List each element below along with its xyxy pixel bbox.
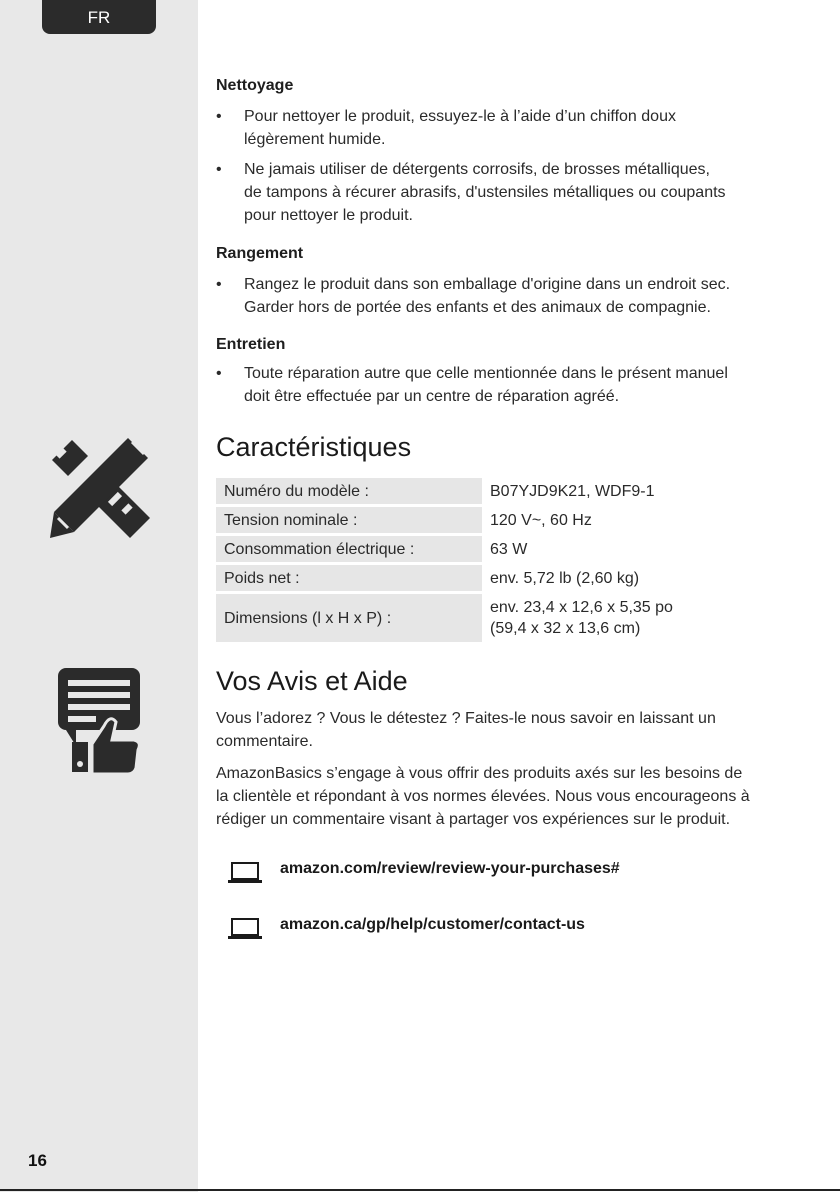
spec-value: 120 V~, 60 Hz [490, 511, 592, 529]
specs-table [216, 475, 706, 645]
spec-value: 63 W [490, 540, 528, 558]
spec-label: Tension nominale : [216, 507, 482, 533]
table-row [216, 507, 706, 533]
maintenance-heading: Entretien [216, 336, 286, 353]
feedback-thumbs-up-icon [58, 668, 142, 774]
spec-value: B07YJD9K21, WDF9-1 [490, 482, 655, 500]
table-row [216, 478, 706, 504]
bullet-item: • Toute réparation autre que celle mentionnée dans le présent manuel doit être effectuée par un centre de réparation agréé. [216, 365, 728, 405]
bottom-rule [0, 1189, 840, 1191]
spec-label: Consommation électrique : [216, 536, 482, 562]
storage-heading: Rangement [216, 245, 304, 262]
bullet-item: • Pour nettoyer le produit, essuyez-le à l’aide d’un chiffon doux légèrement humide. [216, 108, 676, 148]
review-link-text[interactable]: amazon.com/review/review-your-purchases# [280, 860, 620, 877]
table-row [216, 536, 706, 562]
bullet-item: • Rangez le produit dans son emballage d'origine dans un endroit sec. Garder hors de portée des enfants et des animaux de compagnie. [216, 276, 731, 316]
laptop-icon [228, 862, 262, 884]
spec-label: Numéro du modèle : [216, 478, 482, 504]
table-row [216, 594, 706, 642]
language-badge: FR [42, 0, 156, 34]
sidebar [0, 0, 198, 1192]
spec-label: Poids net : [216, 565, 482, 591]
contact-link-text[interactable]: amazon.ca/gp/help/customer/contact-us [280, 916, 585, 933]
bullet-item: • Ne jamais utiliser de détergents corrosifs, de brosses métalliques, de tampons à récurer abrasifs, d'ustensiles métalliques ou coupants pour nettoyer le produit. [216, 161, 726, 224]
table-row [216, 565, 706, 591]
spec-value: env. 5,72 lb (2,60 kg) [490, 569, 640, 587]
page-number: 16 [28, 1151, 47, 1170]
spec-value: env. 23,4 x 12,6 x 5,35 po (59,4 x 32 x 13,6 cm) [490, 599, 673, 637]
feedback-paragraph: AmazonBasics s’engage à vous offrir des produits axés sur les besoins de la clientèle et répondant à vos normes élevées. Nous vous encourageons à rédiger un commentaire visant à partager vos expériences sur le produit. [216, 765, 750, 828]
laptop-icon [228, 918, 262, 940]
cleaning-heading: Nettoyage [216, 77, 294, 94]
spec-label: Dimensions (l x H x P) : [216, 594, 482, 642]
specs-heading: Caractéristiques [216, 432, 412, 462]
feedback-paragraph: Vous l’adorez ? Vous le détestez ? Faites-le nous savoir en laissant un commentaire. [216, 710, 716, 750]
feedback-heading: Vos Avis et Aide [216, 666, 408, 696]
pencil-ruler-icon [44, 432, 154, 544]
